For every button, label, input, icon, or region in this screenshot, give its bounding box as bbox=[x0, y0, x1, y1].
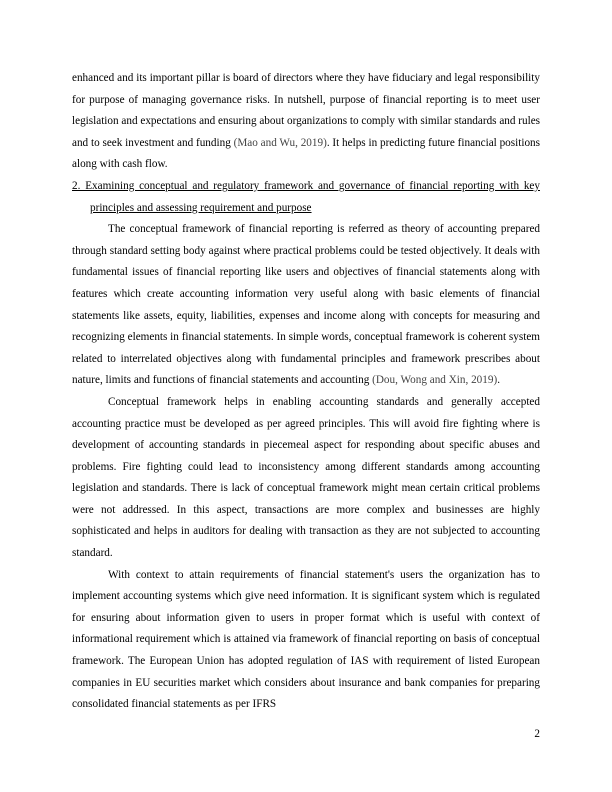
page-number: 2 bbox=[534, 728, 540, 740]
citation: (Dou, Wong and Xin, 2019) bbox=[372, 374, 498, 387]
paragraph-text-tail: . bbox=[497, 374, 500, 387]
section-heading: 2. Examining conceptual and regulatory framework and governance of financial reporting with key principles and assessing requirement and purpose bbox=[72, 179, 540, 214]
paragraph-text: The conceptual framework of financial reporting is referred as theory of accounting prepared through standard setting body against where practical problems could be tested objectively. It deals with fundamental issues of financial reporting like users and objectives of financial statements along with features which create accounting information very useful along with basic elements of financial statements like assets, equity, liabilities, expenses and income along with concepts for measuring and recognizing elements in financial statements. In simple words, conceptual framework is coherent system related to interrelated objectives along with fundamental principles and framework prescribes about nature, limits and functions of financial statements and accounting bbox=[72, 223, 540, 387]
continuation-paragraph bbox=[72, 68, 540, 176]
paragraph-conceptual-framework bbox=[72, 219, 540, 392]
paragraph-text-tail: . It helps in predicting future financial positions along with cash flow. bbox=[72, 136, 540, 171]
paragraph-fire-fighting bbox=[72, 392, 540, 565]
paragraph-text: With context to attain requirements of financial statement's users the organization has to implement accounting systems which give need information. It is significant system which is regulated for ensuring about information given to users in proper format which is useful with context of informational requirement which is attained via framework of financial reporting on basis of conceptual framework. The European Union has adopted regulation of IAS with requirement of listed European companies in EU securities market which considers about insurance and bank companies for preparing consolidated financial statements as per IFRS bbox=[72, 568, 540, 711]
paragraph-requirements bbox=[72, 565, 540, 716]
paragraph-text: enhanced and its important pillar is board of directors where they have fiduciary and legal responsibility for purpose of managing governance risks. In nutshell, purpose of financial reporting is to meet user legislation and expectations and ensuring about organizations to comply with similar standards and rules and to seek investment and funding bbox=[72, 72, 541, 149]
page-body bbox=[72, 68, 540, 716]
paragraph-text: Conceptual framework helps in enabling accounting standards and generally accepted accounting practice must be developed as per agreed principles. This will avoid fire fighting where is development of accounting standards in piecemeal aspect for responding about specific abuses and problems. Fire fighting could lead to inconsistency among different standards among accounting legislation and standards. There is lack of conceptual framework might mean certain critical problems were not addressed. In this aspect, transactions are more complex and businesses are highly sophisticated and helps in auditors for dealing with transaction as they are not subjected to accounting standard. bbox=[72, 395, 540, 560]
citation: (Mao and Wu, 2019) bbox=[233, 136, 327, 149]
